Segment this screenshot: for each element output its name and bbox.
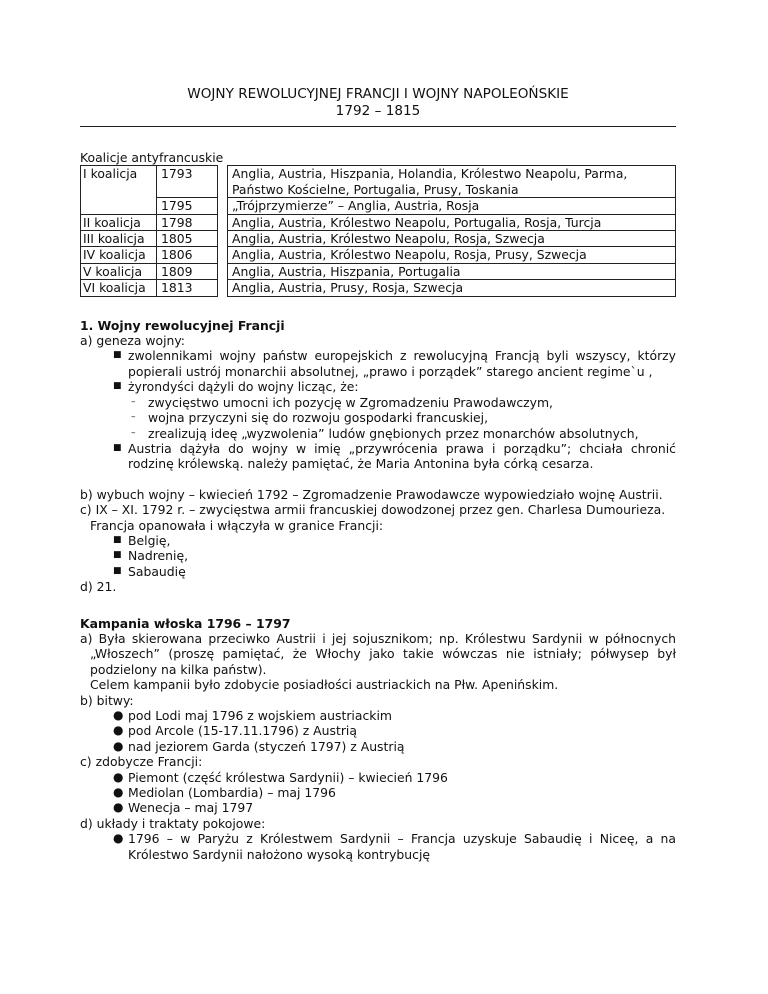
coalition-name: IV koalicja bbox=[81, 247, 157, 263]
coalition-year: 1798 bbox=[157, 214, 218, 230]
coalition-year: 1806 bbox=[157, 247, 218, 263]
subsection-label: b) bitwy: bbox=[80, 692, 134, 708]
subsection-label: d) układy i traktaty pokojowe: bbox=[80, 815, 266, 831]
list-item: ■ Nadrenię, bbox=[113, 548, 189, 564]
coalition-year: 1813 bbox=[157, 280, 218, 296]
list-item: ● Mediolan (Lombardia) – maj 1796 bbox=[113, 785, 336, 801]
coalitions-table bbox=[80, 165, 676, 296]
square-bullet-icon: ■ bbox=[113, 565, 122, 576]
paragraph: Celem kampanii było zdobycie posiadłości austriackich na Płw. Apenińskim. bbox=[90, 677, 559, 693]
coalition-year: 1793 bbox=[157, 166, 218, 198]
document-title: WOJNY REWOLUCYJNEJ FRANCJI I WOJNY NAPOLEOŃSKIE bbox=[187, 86, 569, 102]
bullet-list bbox=[80, 533, 676, 579]
title-divider bbox=[80, 126, 676, 127]
paragraph: a) Była skierowana przeciwko Austrii i jej sojusznikom; np. Królestwu Sardynii w północnych „Włoszech” (proszę pamiętać, że Włochy jako takie wówczas nie istniały; półwysep był podzielony na kilka państw). bbox=[80, 630, 676, 677]
round-bullet-icon: ● bbox=[113, 800, 124, 815]
table-row bbox=[81, 280, 676, 296]
coalition-name: I koalicja bbox=[81, 166, 157, 198]
subsection-label: a) geneza wojny: bbox=[80, 333, 185, 349]
document-title-years: 1792 – 1815 bbox=[335, 103, 421, 119]
coalition-members: Anglia, Austria, Prusy, Rosja, Szwecja bbox=[228, 280, 676, 296]
document-page bbox=[80, 86, 676, 862]
coalition-name: VI koalicja bbox=[81, 280, 157, 296]
coalition-members: Anglia, Austria, Hiszpania, Holandia, Królestwo Neapolu, Parma, Państwo Kościelne, Portugalia, Prusy, Toskania bbox=[228, 166, 676, 198]
coalition-members: Anglia, Austria, Królestwo Neapolu, Rosja, Prusy, Szwecja bbox=[228, 247, 676, 263]
list-item: ■ Belgię, bbox=[113, 532, 171, 548]
table-row bbox=[81, 214, 676, 230]
list-item: – zwycięstwo umocni ich pozycję w Zgromadzeniu Prawodawczym, bbox=[131, 394, 553, 410]
coalition-year: 1809 bbox=[157, 263, 218, 279]
coalitions-heading: Koalicje antyfrancuskie bbox=[80, 150, 224, 165]
square-bullet-icon: ■ bbox=[113, 350, 122, 361]
list-item: – zrealizują ideę „wyzwolenia” ludów gnębionych przez monarchów absolutnych, bbox=[131, 425, 639, 441]
coalition-name: V koalicja bbox=[81, 263, 157, 279]
list-item: ● Wenecja – maj 1797 bbox=[113, 800, 254, 816]
bullet-list bbox=[80, 831, 676, 862]
section-heading: Kampania włoska 1796 – 1797 bbox=[80, 615, 291, 631]
section-heading: 1. Wojny rewolucyjnej Francji bbox=[80, 317, 285, 333]
coalition-year: 1795 bbox=[157, 198, 218, 214]
round-bullet-icon: ● bbox=[113, 785, 124, 800]
dash-bullet-icon: – bbox=[131, 396, 136, 407]
coalition-members: Anglia, Austria, Hiszpania, Portugalia bbox=[228, 263, 676, 279]
coalition-name bbox=[81, 198, 157, 214]
paragraph: c) IX – XI. 1792 r. – zwycięstwa armii francuskiej dowodzonej przez gen. Charlesa Dumourieza. bbox=[80, 502, 666, 518]
coalition-members: „Trójprzymierze” – Anglia, Austria, Rosja bbox=[228, 198, 676, 214]
coalition-year: 1805 bbox=[157, 231, 218, 247]
dash-bullet-icon: – bbox=[131, 427, 136, 438]
table-row bbox=[81, 263, 676, 279]
round-bullet-icon: ● bbox=[113, 831, 124, 846]
section-italian-campaign bbox=[80, 616, 676, 863]
subsection-label: c) zdobycze Francji: bbox=[80, 754, 203, 770]
round-bullet-icon: ● bbox=[113, 723, 124, 738]
square-bullet-icon: ■ bbox=[113, 534, 122, 545]
coalition-name: II koalicja bbox=[81, 214, 157, 230]
dash-bullet-icon: – bbox=[131, 412, 136, 423]
square-bullet-icon: ■ bbox=[113, 381, 122, 392]
bullet-list bbox=[80, 348, 676, 471]
list-item: – wojna przyczyni się do rozwoju gospodarki francuskiej, bbox=[131, 410, 489, 426]
list-item: ■ żyrondyści dążyli do wojny licząc, że: – zwycięstwo umocni ich pozycję w Zgromadzeniu Prawodawczym, – wojna przyczyni się do rozwoju gospodarki francuskiej, – zrealizują ideę „wyzwolenia” ludów gnębionych przez monarchów absolutnych, bbox=[128, 379, 676, 441]
dash-list bbox=[128, 395, 676, 441]
list-item: ■ Sabaudię bbox=[113, 563, 186, 579]
bullet-list bbox=[80, 770, 676, 816]
round-bullet-icon: ● bbox=[113, 738, 124, 753]
table-row bbox=[81, 166, 676, 198]
table-row bbox=[81, 247, 676, 263]
list-item: ■ zwolennikami wojny państw europejskich z rewolucyjną Francją byli wszyscy, którzy popierali ustrój monarchii absolutnej, „prawo i porządek” starego ancient regime`u , bbox=[113, 348, 676, 379]
list-item: ● nad jeziorem Garda (styczeń 1797) z Austrią bbox=[113, 738, 405, 754]
table-row bbox=[81, 198, 676, 214]
square-bullet-icon: ■ bbox=[113, 550, 122, 561]
paragraph: b) wybuch wojny – kwiecień 1792 – Zgromadzenie Prawodawcze wypowiedziało wojnę Austrii. bbox=[80, 486, 663, 502]
round-bullet-icon: ● bbox=[113, 769, 124, 784]
list-item: ● 1796 – w Paryżu z Królestwem Sardynii – Francja uzyskuje Sabaudię i Niceę, a na Królestwo Sardynii nałożono wysoką kontrybucję bbox=[113, 831, 676, 862]
section-revolutionary-wars bbox=[80, 318, 676, 595]
coalition-name: III koalicja bbox=[81, 231, 157, 247]
coalition-members: Anglia, Austria, Królestwo Neapolu, Portugalia, Rosja, Turcja bbox=[228, 214, 676, 230]
coalition-members: Anglia, Austria, Królestwo Neapolu, Rosja, Szwecja bbox=[228, 231, 676, 247]
list-item: ● Piemont (część królestwa Sardynii) – kwiecień 1796 bbox=[113, 769, 448, 785]
paragraph: d) 21. bbox=[80, 579, 117, 595]
round-bullet-icon: ● bbox=[113, 708, 124, 722]
list-item: ● pod Arcole (15-17.11.1796) z Austrią bbox=[113, 723, 357, 739]
list-item: ■ Austria dążyła do wojny w imię „przywrócenia prawa i porządku”; chciała chronić rodzinę królewską. należy pamiętać, że Maria Antonina była córką cesarza. bbox=[113, 440, 676, 472]
bullet-list bbox=[80, 708, 676, 754]
square-bullet-icon: ■ bbox=[113, 442, 122, 453]
table-row bbox=[81, 231, 676, 247]
list-item: ● pod Lodi maj 1796 z wojskiem austriackim bbox=[113, 708, 392, 723]
paragraph: Francja opanowała i włączyła w granice Francji: bbox=[90, 517, 384, 533]
